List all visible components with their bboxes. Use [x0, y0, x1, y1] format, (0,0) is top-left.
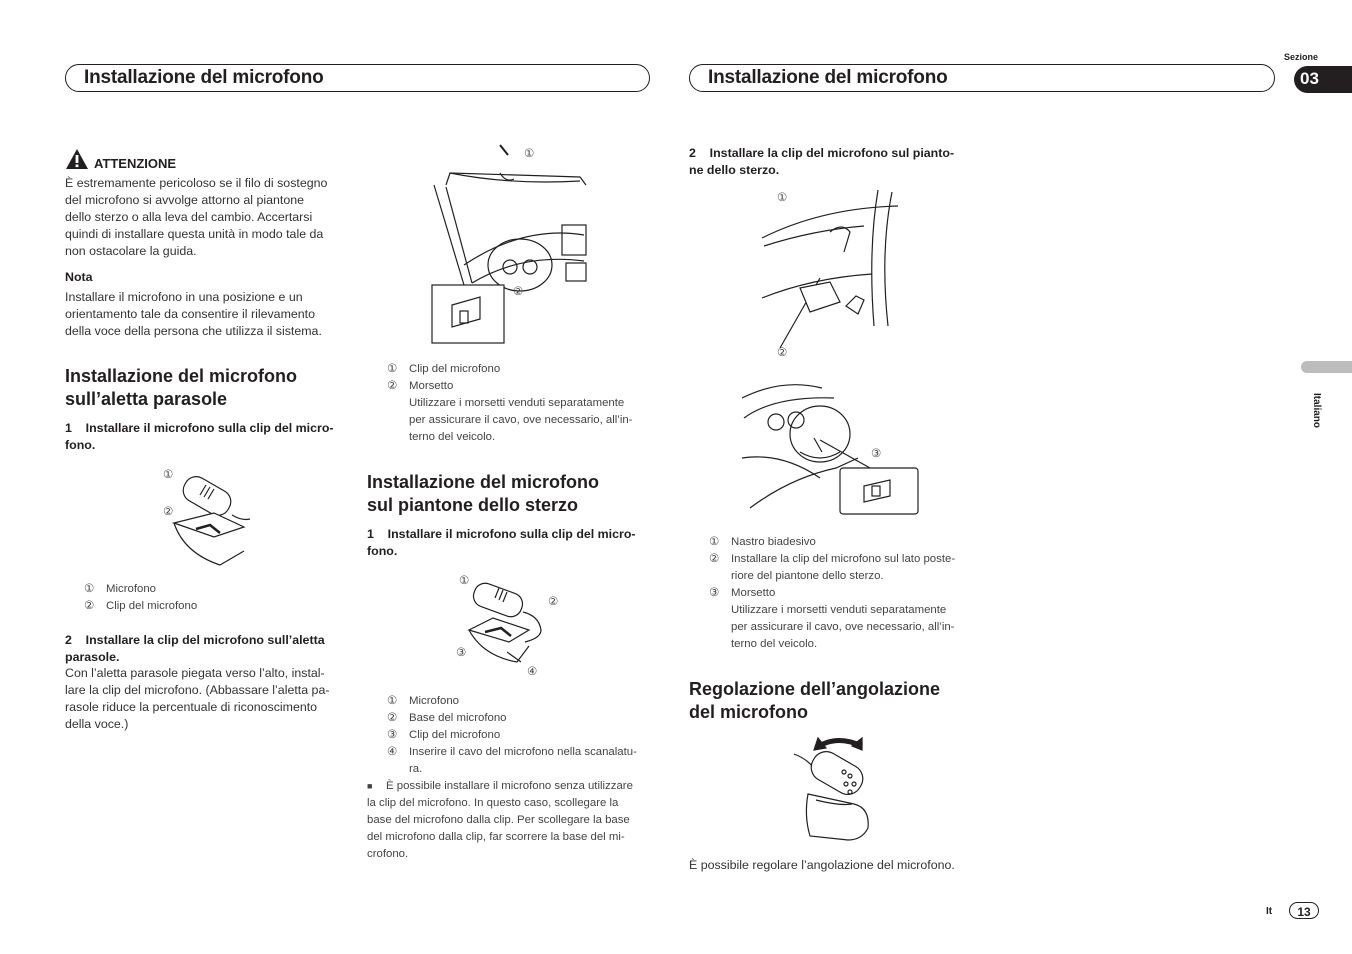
step-line: 2 Installare la clip del microfono sull’aletta: [65, 633, 325, 647]
legend-item: ① Microfono: [387, 695, 460, 707]
legend-col3: [709, 534, 979, 653]
nota-text: [65, 289, 365, 340]
note-line: la clip del microfono. In questo caso, scollegare la: [367, 797, 619, 809]
header-left-title: Installazione del microfono: [84, 67, 324, 88]
legend-item: ② Installare la clip del microfono sul lato poste-: [709, 553, 956, 565]
body-line: Con l’aletta parasole piegata verso l’alto, instal-: [65, 666, 325, 680]
header-right-title: Installazione del microfono: [708, 67, 948, 88]
body-line: lare la clip del microfono. (Abbassare l’aletta pa-: [65, 683, 330, 697]
body-line: della voce.): [65, 717, 129, 731]
mic-angle-caption: È possibile regolare l’angolazione del microfono.: [689, 858, 955, 872]
fig-callout: ②: [163, 506, 174, 518]
note-line: È possibile installare il microfono senza utilizzare: [386, 780, 633, 792]
caution-line: del microfono si avvolge attorno al piantone: [65, 193, 305, 207]
note-col2: [367, 778, 657, 863]
caution-title: ATTENZIONE: [94, 156, 177, 171]
nota-line: della voce della persona che utilizza il sistema.: [65, 324, 322, 338]
legend-sub: Utilizzare i morsetti venduti separatamente: [409, 397, 625, 409]
note-line: base del microfono dalla clip. Per scollegare la base: [367, 814, 630, 826]
heading-sun-visor: [65, 365, 297, 411]
fig-callout: ③: [456, 647, 467, 659]
language-label: Italiano: [1311, 393, 1322, 429]
legend-item: ② Clip del microfono: [84, 600, 198, 612]
legend-item: ④ Inserire il cavo del microfono nella scanalatu-: [387, 746, 637, 758]
step-line: 1 Installare il microfono sulla clip del micro-: [367, 527, 636, 541]
legend-item: ③ Clip del microfono: [387, 729, 501, 741]
step-line: ne dello sterzo.: [689, 163, 780, 177]
step1-col1: [65, 420, 334, 454]
legend-sub: terno del veicolo.: [409, 431, 496, 443]
fig-callout: ②: [548, 596, 559, 608]
fig-callout: ①: [459, 575, 470, 587]
header-right: [689, 64, 1275, 92]
fig-callout: ①: [777, 192, 788, 204]
footer-lang: It: [1266, 906, 1273, 917]
dashboard-clamp-figure: [740, 378, 920, 518]
legend-sub: Utilizzare i morsetti venduti separatamente: [731, 604, 947, 616]
legend-item: ② Base del microfono: [387, 712, 507, 724]
caution-line: quindi di installare questa unità in modo tale da: [65, 227, 324, 241]
heading-line: Installazione del microfono: [367, 472, 600, 492]
legend-sub: per assicurare il cavo, ove necessario, all’in-: [409, 414, 633, 426]
caution-line: non ostacolare la guida.: [65, 244, 197, 258]
legend-col1: [84, 581, 344, 615]
legend-item: ② Morsetto: [387, 380, 454, 392]
heading-line: Installazione del microfono: [65, 366, 298, 386]
fig-callout: ①: [524, 148, 535, 160]
heading-line: sul piantone dello sterzo: [367, 495, 579, 515]
fig-callout: ③: [871, 448, 882, 460]
caution-line: È estremamente pericoloso se il filo di sostegno: [65, 176, 328, 190]
page-number: 13: [1297, 905, 1311, 919]
fig-callout: ②: [513, 286, 524, 298]
mic-clip-figure: [160, 465, 280, 575]
step2-col3: [689, 145, 954, 179]
caution-line: dello sterzo o alla leva del cambio. Accertarsi: [65, 210, 313, 224]
legend-sub: riore del piantone dello sterzo.: [731, 570, 884, 582]
step1-col2: [367, 526, 636, 560]
warning-icon: [65, 148, 89, 170]
section-number-badge: [1294, 66, 1352, 93]
step-line: parasole.: [65, 650, 120, 664]
windshield-figure: [430, 145, 590, 345]
note-line: crofono.: [367, 848, 409, 860]
step-line: 1 Installare il microfono sulla clip del micro-: [65, 421, 334, 435]
legend2-col2: [387, 693, 657, 778]
step2-col1: [65, 632, 325, 666]
step2-body: [65, 665, 365, 733]
step-line: fono.: [65, 438, 96, 452]
body-line: rasole riduce la percentuale di riconoscimento: [65, 700, 318, 714]
section-number: 03: [1300, 69, 1319, 88]
header-left: [65, 64, 650, 92]
heading-line: sull’aletta parasole: [65, 389, 228, 409]
page-number-badge: [1289, 902, 1319, 919]
note-line: del microfono dalla clip, far scorrere la base del mi-: [367, 831, 625, 843]
note-bullet-icon: ■: [367, 781, 373, 791]
section-label: Sezione: [1284, 52, 1319, 62]
legend-col2: [387, 361, 657, 446]
heading-mic-angle: [689, 678, 940, 724]
steering-column-figure: [760, 188, 910, 348]
legend-item: ① Nastro biadesivo: [709, 536, 816, 548]
legend-item: ① Microfono: [84, 583, 157, 595]
nota-line: Installare il microfono in una posizione e un: [65, 290, 303, 304]
language-tab: [1301, 361, 1352, 373]
heading-line: del microfono: [689, 702, 809, 722]
legend-item: ③ Morsetto: [709, 587, 776, 599]
legend-sub: per assicurare il cavo, ove necessario, all’in-: [731, 621, 955, 633]
heading-steering-column: [367, 471, 599, 517]
legend-sub: terno del veicolo.: [731, 638, 818, 650]
mic-base-figure: [455, 572, 565, 682]
nota-line: orientamento tale da consentire il rilevamento: [65, 307, 316, 321]
heading-line: Regolazione dell’angolazione: [689, 679, 941, 699]
legend-item: ① Clip del microfono: [387, 363, 501, 375]
fig-callout: ④: [527, 666, 538, 678]
legend-sub: ra.: [409, 763, 423, 775]
fig-callout: ①: [163, 469, 174, 481]
mic-angle-figure: [792, 736, 882, 846]
nota-title: Nota: [65, 270, 93, 284]
fig-callout: ②: [777, 347, 788, 359]
step-line: 2 Installare la clip del microfono sul pianto-: [689, 146, 955, 160]
caution-text: [65, 175, 365, 260]
step-line: fono.: [367, 544, 398, 558]
